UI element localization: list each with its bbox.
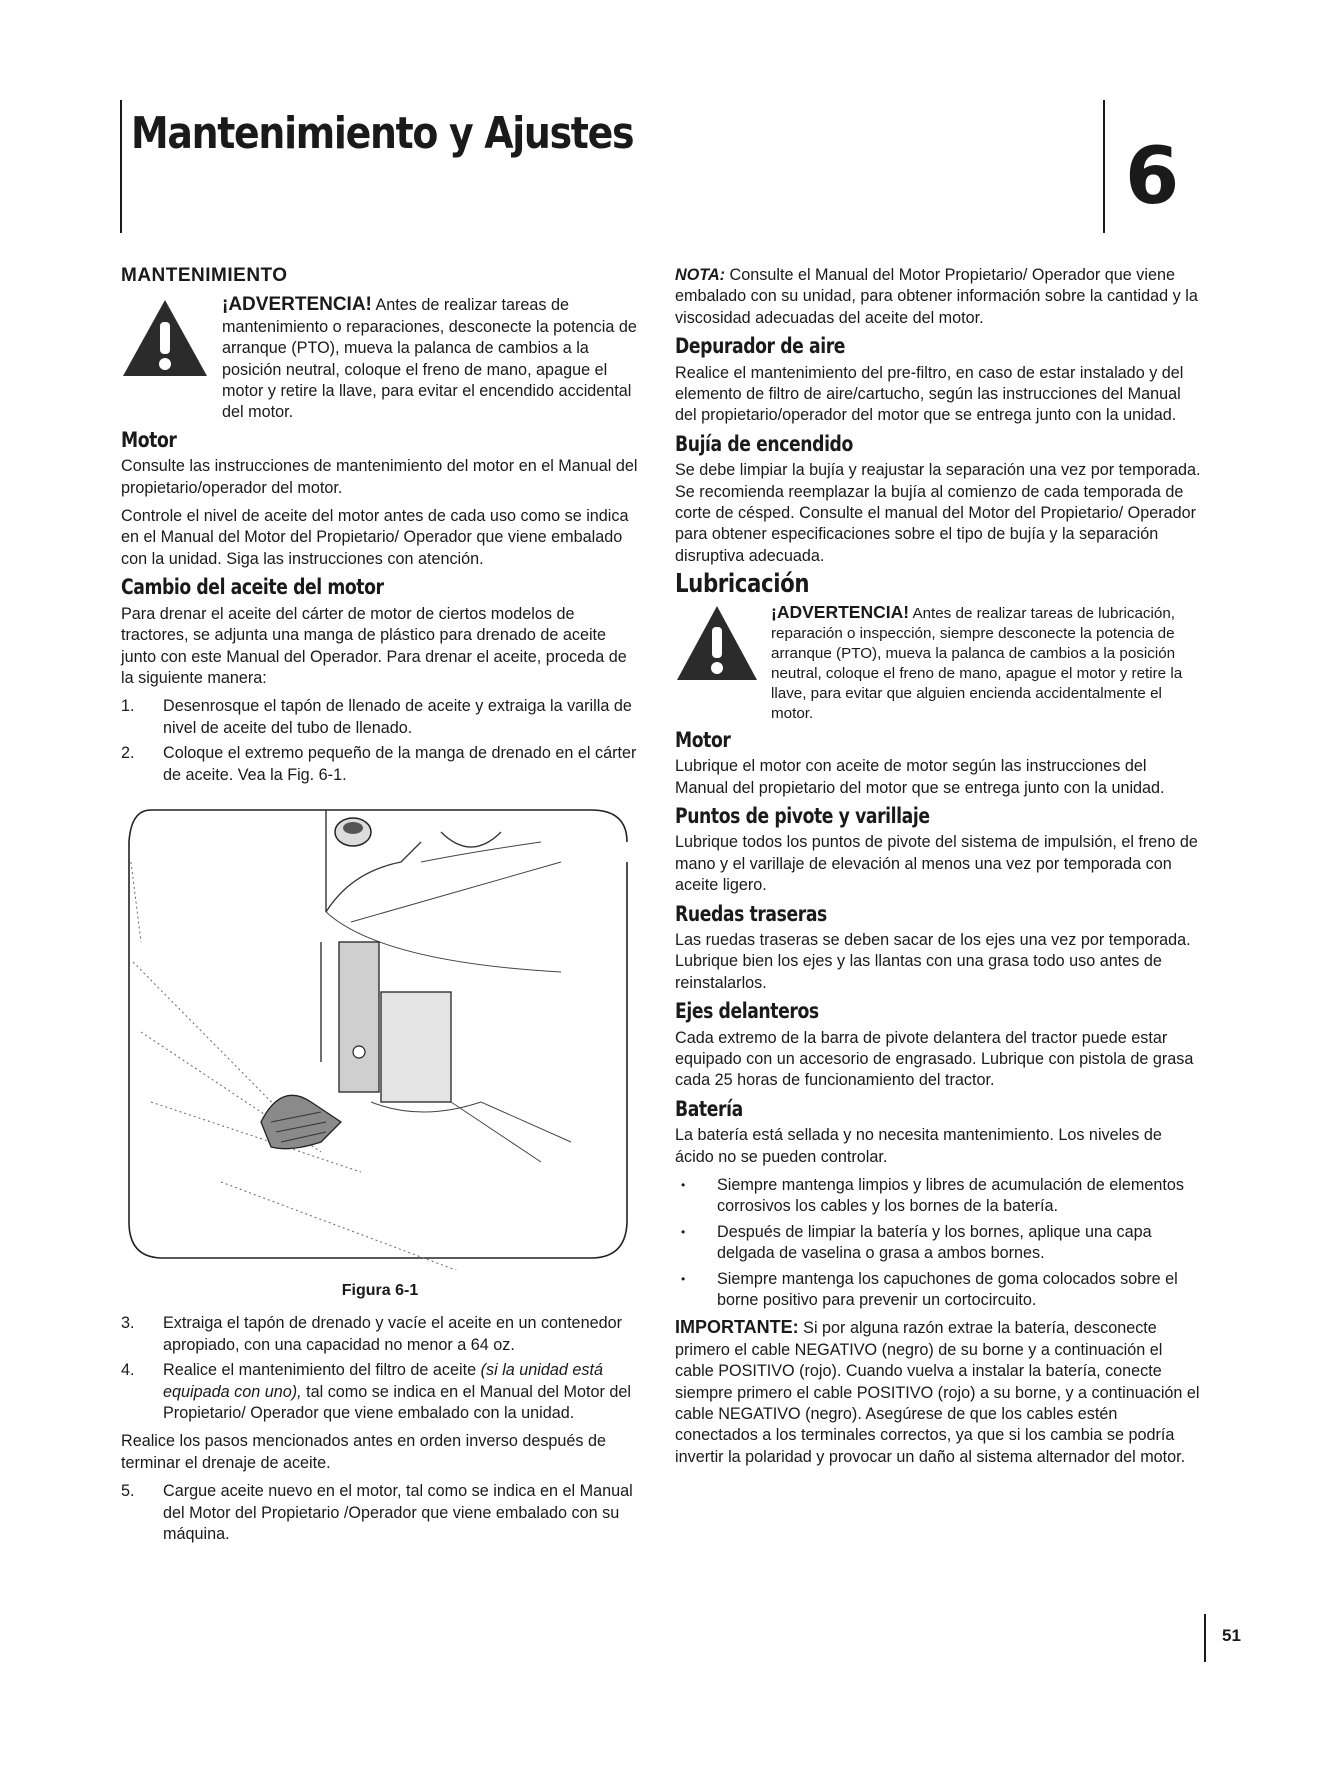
step-number: 5. [121,1482,135,1501]
figure-caption: Figura 6-1 [341,1281,419,1299]
list-item: • Siempre mantenga limpios y libres de acumulación de elementos corrosivos los cables y los bornes de la batería. [675,1175,1203,1218]
engine-drain-illustration [121,802,633,1270]
list-item [121,1481,639,1545]
motor-heading: Motor [121,427,177,452]
oil-change-heading: Cambio del aceite del motor [121,575,384,600]
step-number: 3. [121,1314,135,1333]
reverse-steps-paragraph: Realice los pasos mencionados antes en orden inverso después de terminar el drenaje de aceite. [121,1432,607,1472]
title-rule [120,100,122,233]
warning-label: ¡ADVERTENCIA! [771,601,910,622]
step-text: Cargue aceite nuevo en el motor, tal como se indica en el Manual del Motor del Propietario /Operador que viene embalado con su máquina. [163,1482,633,1543]
warning-text: Antes de realizar tareas de mantenimiento o reparaciones, desconecte la potencia de arranque (PTO), mueva la palanca de cambios a la posición neutral, coloque el freno de mano, apague el motor y retire la llave, para evitar el encendido accidental del motor. [222,296,637,422]
motor-paragraph-1: Consulte las instrucciones de mantenimiento del motor en el Manual del propietario/operador del motor. [121,457,638,497]
section-heading-mantenimiento: MANTENIMIENTO [121,265,288,286]
step-number: 4. [121,1361,135,1380]
steps-list-c [121,1481,639,1545]
importante-paragraph [675,1317,1203,1468]
importante-label: IMPORTANTE: [675,1317,799,1338]
left-column [121,265,639,1552]
warning-label: ¡ADVERTENCIA! [222,294,372,316]
step-text: Desenrosque el tapón de llenado de aceite y extraiga la varilla de nivel de aceite del tubo de llenado. [163,697,632,737]
rear-wheels-heading: Ruedas traseras [675,901,827,926]
spark-plug-heading: Bujía de encendido [675,431,853,456]
motor-lub-paragraph: Lubrique el motor con aceite de motor según las instrucciones del Manual del propietario del motor que se entrega junto con la unidad. [675,757,1165,797]
battery-heading: Batería [675,1096,743,1121]
list-item: • Después de limpiar la batería y los bornes, aplique una capa delgada de vaselina o grasa a ambos bornes. [675,1222,1203,1265]
spark-plug-paragraph: Se debe limpiar la bujía y reajustar la separación una vez por temporada. Se recomienda reemplazar la bujía al comienzo de cada temporada de corte de césped. Consulte el manual del Motor del Propietario/ Operador para obtener especificaciones sobre el tipo de bujía y la separación disruptiva adecuada. [675,461,1201,565]
warning-block [675,602,1203,724]
right-column [675,265,1203,1475]
list-item [121,1313,639,1356]
step-number: 1. [121,697,135,716]
warning-text: Antes de realizar tareas de lubricación, reparación o inspección, siempre desconecte la potencia de arranque (PTO), mueva la palanca de cambios a la posición neutral, coloque el freno de mano, apague el motor y retire la llave, para evitar que alguien encienda accidentalmente el motor. [771,604,1183,722]
step-text-italic: (si la unidad está equipada con uno), [163,1361,604,1401]
figure-6-1 [121,802,633,1270]
nota-paragraph [675,265,1203,329]
step-text: Extraiga el tapón de drenado y vacíe el aceite en un contenedor apropiado, con una capacidad no menor a 64 oz. [163,1314,622,1354]
air-filter-paragraph: Realice el mantenimiento del pre-filtro, en caso de estar instalado y del elemento de filtro de aire/cartucho, según las instrucciones del Manual del propietario/operador del motor que se entrega junto con la unidad. [675,363,1184,425]
pivot-paragraph: Lubrique todos los puntos de pivote del sistema de impulsión, el freno de mano y el varillaje de elevación al menos una vez por temporada con aceite ligero. [675,833,1198,895]
air-filter-heading: Depurador de aire [675,334,846,359]
nota-text: Consulte el Manual del Motor Propietario/ Operador que viene embalado con su unidad, para obtener información sobre la cantidad y la viscosidad adecuadas del aceite del motor. [675,266,1198,327]
step-text: Coloque el extremo pequeño de la manga de drenado en el cárter de aceite. Vea la Fig. 6-1. [163,744,637,784]
page-title: Mantenimiento y Ajustes [131,108,634,159]
warning-block [121,294,639,423]
warning-triangle-icon [675,604,759,682]
nota-label: NOTA: [675,266,726,284]
steps-list-b [121,1313,639,1424]
list-item: • Siempre mantenga los capuchones de goma colocados sobre el borne positivo para prevenir un cortocircuito. [675,1269,1203,1312]
front-axles-heading: Ejes delanteros [675,999,819,1024]
list-item [121,743,639,786]
page-number: 51 [1222,1626,1241,1645]
motor-paragraph-2: Controle el nivel de aceite del motor antes de cada uso como se indica en el Manual del Motor del Propietario/ Operador que viene embalado con la unidad. Siga las instrucciones con atención. [121,507,629,568]
chapter-rule [1103,100,1105,233]
oil-change-paragraph: Para drenar el aceite del cárter de motor de ciertos modelos de tractores, se adjunta una manga de plástico para drenado de aceite junto con este Manual del Operador. Para drenar el aceite, proceda de la siguiente manera: [121,604,627,687]
motor-heading: Motor [675,727,731,752]
front-axles-paragraph: Cada extremo de la barra de pivote delantera del tractor puede estar equipado con un accesorio de engrasado. Lubrique con pistola de grasa cada 25 horas de funcionamiento del tractor. [675,1028,1194,1090]
step-number: 2. [121,744,135,763]
step-text: Realice el mantenimiento del filtro de aceite [163,1361,481,1380]
page-number-rule [1204,1614,1206,1662]
pivot-heading: Puntos de pivote y varillaje [675,803,930,828]
steps-list-a [121,696,639,786]
battery-bullets [675,1175,1203,1311]
rear-wheels-paragraph: Las ruedas traseras se deben sacar de los ejes una vez por temporada. Lubrique bien los ejes y las llantas con una grasa todo uso antes de reinstalarlos. [675,930,1191,992]
importante-text: Si por alguna razón extrae la batería, desconecte primero el cable NEGATIVO (negro) de su borne y a continuación el cable POSITIVO (rojo). Cuando vuelva a instalar la batería, conecte siempre primero el cable POSITIVO (rojo) a su borne, y a continuación el cable NEGATIVO (negro). Asegúrese de que los cables estén conectados a los terminales correctos, ya que si los cambia se podría invertir la polaridad y provocar un daño al sistema alternador del motor. [675,1319,1200,1466]
list-item [121,696,639,739]
lubrication-heading: Lubricación [675,569,810,600]
warning-triangle-icon [121,298,209,378]
chapter-number: 6 [1125,132,1180,222]
step-text-cont: tal como se indica en el Manual del Motor del Propietario/ Operador que viene embalado con la unidad. [163,1382,631,1422]
list-item [121,1360,639,1424]
battery-paragraph: La batería está sellada y no necesita mantenimiento. Los niveles de ácido no se pueden controlar. [675,1126,1162,1166]
